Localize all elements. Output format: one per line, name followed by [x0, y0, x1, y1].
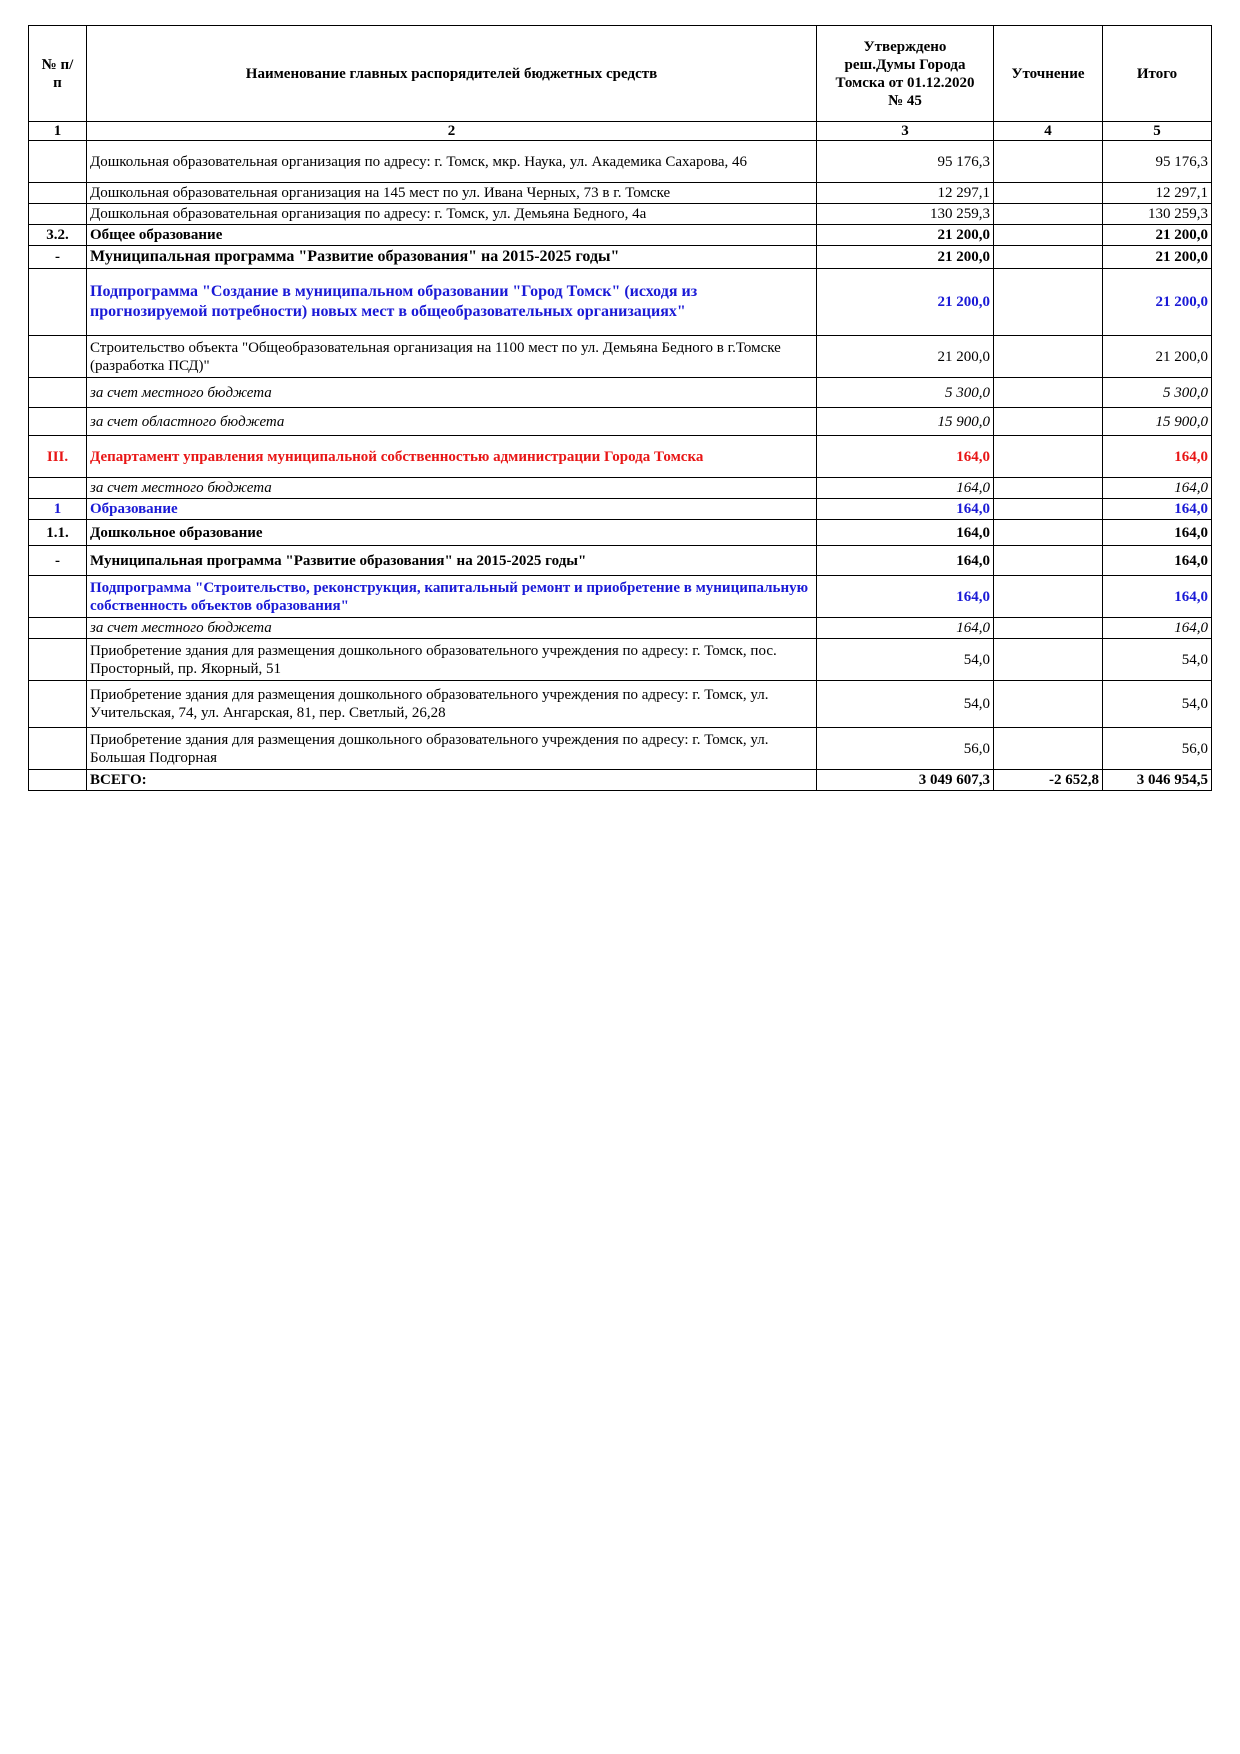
row-number-cell	[29, 576, 87, 618]
row-approved-cell: 12 297,1	[817, 183, 994, 204]
header-col-num: № п/п	[29, 26, 87, 122]
row-total-cell: 164,0	[1103, 499, 1212, 520]
column-number-row	[29, 122, 1212, 141]
row-total-cell: 164,0	[1103, 478, 1212, 499]
table-header-row	[29, 26, 1212, 122]
row-name-cell: Дошкольная образовательная организация на 145 мест по ул. Ивана Черных, 73 в г. Томске	[87, 183, 817, 204]
row-name-cell: за счет местного бюджета	[87, 478, 817, 499]
row-change-cell	[994, 499, 1103, 520]
row-total-cell: 21 200,0	[1103, 336, 1212, 378]
row-total-cell: 164,0	[1103, 546, 1212, 576]
table-row	[29, 378, 1212, 408]
table-row	[29, 520, 1212, 546]
row-approved-cell: 95 176,3	[817, 141, 994, 183]
table-row	[29, 639, 1212, 681]
row-number-cell: -	[29, 246, 87, 269]
row-total-cell: 54,0	[1103, 681, 1212, 728]
row-total-cell: 95 176,3	[1103, 141, 1212, 183]
row-approved-cell: 21 200,0	[817, 336, 994, 378]
row-approved-cell: 164,0	[817, 499, 994, 520]
table-row	[29, 618, 1212, 639]
row-number-cell	[29, 204, 87, 225]
table-row	[29, 546, 1212, 576]
row-approved-cell: 54,0	[817, 639, 994, 681]
row-approved-cell: 164,0	[817, 478, 994, 499]
row-name-cell: Дошкольное образование	[87, 520, 817, 546]
row-total-cell: 21 200,0	[1103, 225, 1212, 246]
row-number-cell	[29, 141, 87, 183]
row-name-cell: Дошкольная образовательная организация по адресу: г. Томск, мкр. Наука, ул. Академика Сахарова, 46	[87, 141, 817, 183]
column-number: 5	[1103, 122, 1212, 141]
row-name-cell: за счет местного бюджета	[87, 618, 817, 639]
row-approved-cell: 164,0	[817, 436, 994, 478]
row-number-cell: -	[29, 546, 87, 576]
row-change-cell	[994, 576, 1103, 618]
row-change-cell	[994, 204, 1103, 225]
row-change-cell: -2 652,8	[994, 770, 1103, 791]
row-approved-cell: 5 300,0	[817, 378, 994, 408]
row-change-cell	[994, 141, 1103, 183]
row-total-cell: 21 200,0	[1103, 269, 1212, 336]
row-number-cell	[29, 478, 87, 499]
row-total-cell: 130 259,3	[1103, 204, 1212, 225]
row-change-cell	[994, 269, 1103, 336]
row-change-cell	[994, 183, 1103, 204]
row-total-cell: 164,0	[1103, 618, 1212, 639]
row-name-cell: за счет областного бюджета	[87, 408, 817, 436]
column-number: 3	[817, 122, 994, 141]
row-name-cell: Приобретение здания для размещения дошкольного образовательного учреждения по адресу: г. Томск, ул. Учительская, 74, ул. Ангарская, 81, пер. Светлый, 26,28	[87, 681, 817, 728]
table-row	[29, 204, 1212, 225]
table-row	[29, 141, 1212, 183]
table-row	[29, 336, 1212, 378]
budget-table	[28, 25, 1212, 791]
row-approved-cell: 21 200,0	[817, 246, 994, 269]
row-change-cell	[994, 728, 1103, 770]
row-name-cell: Департамент управления муниципальной собственностью администрации Города Томска	[87, 436, 817, 478]
row-number-cell: III.	[29, 436, 87, 478]
table-row	[29, 499, 1212, 520]
row-name-cell: Дошкольная образовательная организация по адресу: г. Томск, ул. Демьяна Бедного, 4а	[87, 204, 817, 225]
row-total-cell: 164,0	[1103, 576, 1212, 618]
table-row	[29, 183, 1212, 204]
header-col-name: Наименование главных распорядителей бюджетных средств	[87, 26, 817, 122]
row-number-cell	[29, 618, 87, 639]
row-name-cell: Муниципальная программа "Развитие образования" на 2015-2025 годы"	[87, 246, 817, 269]
row-approved-cell: 164,0	[817, 546, 994, 576]
table-row	[29, 246, 1212, 269]
row-name-cell: Образование	[87, 499, 817, 520]
row-approved-cell: 15 900,0	[817, 408, 994, 436]
row-change-cell	[994, 546, 1103, 576]
row-change-cell	[994, 618, 1103, 639]
row-total-cell: 56,0	[1103, 728, 1212, 770]
row-name-cell: за счет местного бюджета	[87, 378, 817, 408]
row-approved-cell: 21 200,0	[817, 269, 994, 336]
row-approved-cell: 164,0	[817, 618, 994, 639]
row-total-cell: 15 900,0	[1103, 408, 1212, 436]
row-name-cell: Подпрограмма "Строительство, реконструкция, капитальный ремонт и приобретение в муниципальную собственность объектов образования"	[87, 576, 817, 618]
row-number-cell: 1	[29, 499, 87, 520]
row-change-cell	[994, 681, 1103, 728]
row-number-cell	[29, 681, 87, 728]
row-number-cell	[29, 408, 87, 436]
row-name-cell: Приобретение здания для размещения дошкольного образовательного учреждения по адресу: г. Томск, ул. Большая Подгорная	[87, 728, 817, 770]
table-row	[29, 576, 1212, 618]
header-col-change: Уточнение	[994, 26, 1103, 122]
row-name-cell: Муниципальная программа "Развитие образования" на 2015-2025 годы"	[87, 546, 817, 576]
row-change-cell	[994, 378, 1103, 408]
row-change-cell	[994, 520, 1103, 546]
table-row	[29, 478, 1212, 499]
row-change-cell	[994, 478, 1103, 499]
column-number: 2	[87, 122, 817, 141]
row-approved-cell: 3 049 607,3	[817, 770, 994, 791]
row-approved-cell: 164,0	[817, 520, 994, 546]
row-name-cell: Общее образование	[87, 225, 817, 246]
table-row	[29, 225, 1212, 246]
row-number-cell: 3.2.	[29, 225, 87, 246]
row-approved-cell: 54,0	[817, 681, 994, 728]
row-name-cell: Приобретение здания для размещения дошкольного образовательного учреждения по адресу: г. Томск, пос. Просторный, пр. Якорный, 51	[87, 639, 817, 681]
row-change-cell	[994, 436, 1103, 478]
row-approved-cell: 130 259,3	[817, 204, 994, 225]
row-total-cell: 3 046 954,5	[1103, 770, 1212, 791]
row-total-cell: 12 297,1	[1103, 183, 1212, 204]
row-approved-cell: 164,0	[817, 576, 994, 618]
row-number-cell	[29, 770, 87, 791]
row-number-cell	[29, 336, 87, 378]
row-change-cell	[994, 246, 1103, 269]
row-approved-cell: 21 200,0	[817, 225, 994, 246]
row-number-cell	[29, 183, 87, 204]
column-number: 4	[994, 122, 1103, 141]
row-name-cell: Строительство объекта "Общеобразовательная организация на 1100 мест по ул. Демьяна Бедного в г.Томске (разработка ПСД)"	[87, 336, 817, 378]
row-change-cell	[994, 336, 1103, 378]
row-total-cell: 21 200,0	[1103, 246, 1212, 269]
table-row	[29, 770, 1212, 791]
row-number-cell	[29, 378, 87, 408]
row-total-cell: 5 300,0	[1103, 378, 1212, 408]
header-col-total: Итого	[1103, 26, 1212, 122]
row-name-cell: ВСЕГО:	[87, 770, 817, 791]
table-row	[29, 681, 1212, 728]
table-row	[29, 408, 1212, 436]
row-change-cell	[994, 225, 1103, 246]
row-total-cell: 54,0	[1103, 639, 1212, 681]
row-name-cell: Подпрограмма "Создание в муниципальном образовании "Город Томск" (исходя из прогнозируемой потребности) новых мест в общеобразовательных организациях"	[87, 269, 817, 336]
row-change-cell	[994, 408, 1103, 436]
table-row	[29, 728, 1212, 770]
table-row	[29, 436, 1212, 478]
row-total-cell: 164,0	[1103, 520, 1212, 546]
table-body	[29, 141, 1212, 791]
row-approved-cell: 56,0	[817, 728, 994, 770]
row-total-cell: 164,0	[1103, 436, 1212, 478]
column-number: 1	[29, 122, 87, 141]
header-col-approved: Утверждено реш.Думы Города Томска от 01.12.2020 № 45	[817, 26, 994, 122]
row-change-cell	[994, 639, 1103, 681]
row-number-cell	[29, 639, 87, 681]
table-row	[29, 269, 1212, 336]
row-number-cell: 1.1.	[29, 520, 87, 546]
row-number-cell	[29, 269, 87, 336]
row-number-cell	[29, 728, 87, 770]
